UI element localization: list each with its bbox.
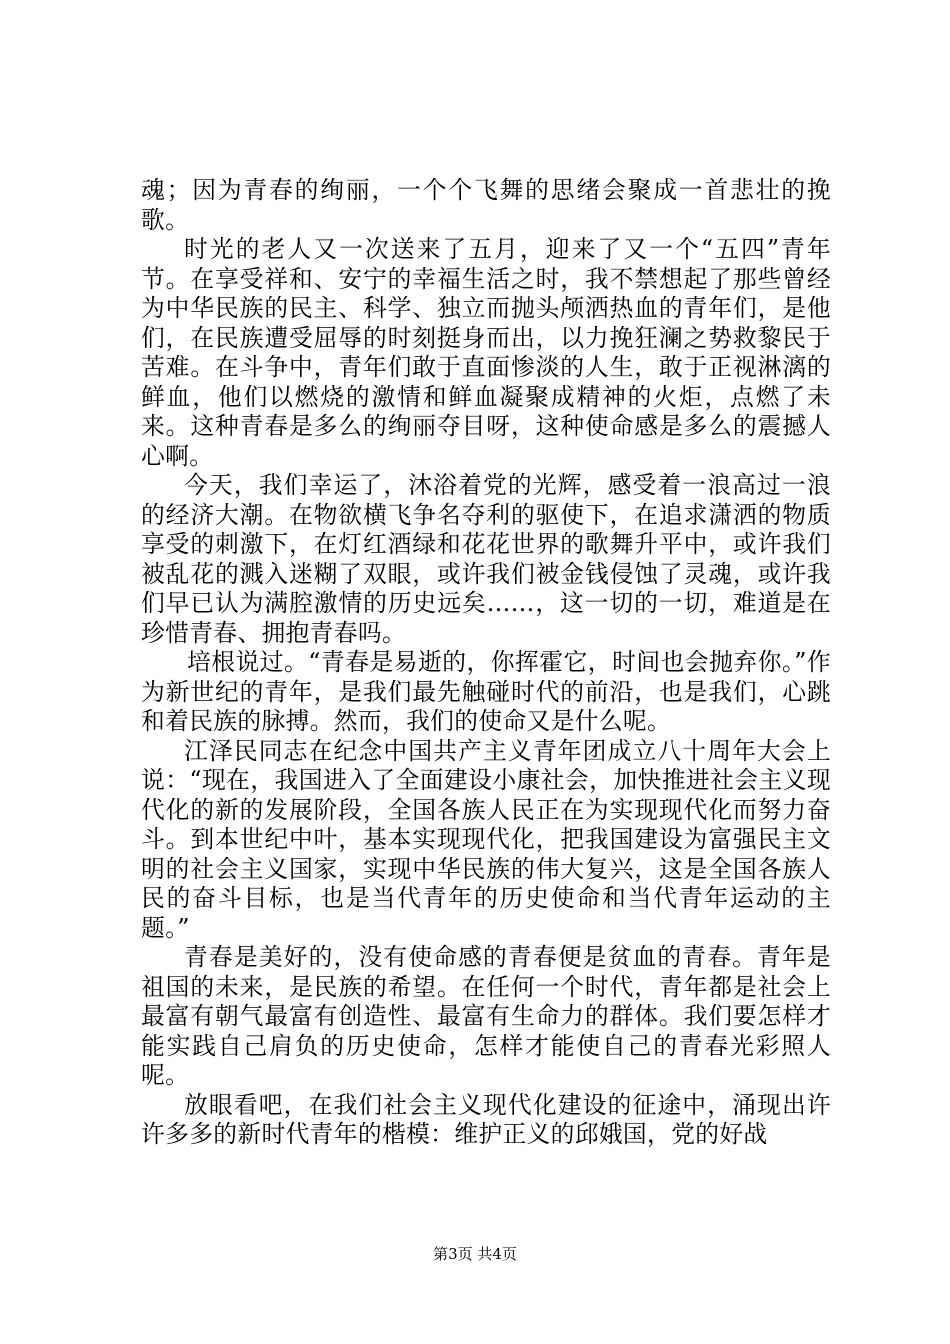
paragraph-4: 培根说过。“青春是易逝的，你挥霍它，时间也会抛弃你。”作为新世纪的青年，是我们最先触碰时代的前沿，也是我们，心跳和着民族的脉搏。然而，我们的使命又是什么呢。 [141,648,831,735]
paragraph-2: 时光的老人又一次送来了五月，迎来了又一个“五四”青年节。在享受祥和、安宁的幸福生活之时，我不禁想起了那些曾经为中华民族的民主、科学、独立而抛头颅洒热血的青年们，是他们，在民族遭受屈辱的时刻挺身而出，以力挽狂澜之势救黎民于苦难。在斗争中，青年们敢于直面惨淡的人生，敢于正视淋漓的鲜血，他们以燃烧的激情和鲜血凝聚成精神的火炬，点燃了未来。这种青春是多么的绚丽夺目呀，这种使命感是多么的震撼人心啊。 [141,235,831,470]
paragraph-6: 青春是美好的，没有使命感的青春便是贫血的青春。青年是祖国的未来，是民族的希望。在任何一个时代，青年都是社会上最富有朝气最富有创造性、最富有生命力的群体。我们要怎样才能实践自己肩负的历史使命，怎样才能使自己的青春光彩照人呢。 [141,943,831,1089]
page-footer [0,1243,950,1264]
page-number-label: 第3页 共4页 [433,1245,517,1263]
paragraph-1: 魂；因为青春的绚丽，一个个飞舞的思绪会聚成一首悲壮的挽歌。 [141,176,831,234]
paragraph-7: 放眼看吧，在我们社会主义现代化建设的征途中，涌现出许许多多的新时代青年的楷模：维护正义的邱娥国，党的好战 [141,1090,831,1148]
document-body [141,176,831,1150]
paragraph-5: 江泽民同志在纪念中国共产主义青年团成立八十周年大会上说：“现在，我国进入了全面建设小康社会，加快推进社会主义现代化的新的发展阶段，全国各族人民正在为实现现代化而努力奋斗。到本世纪中叶，基本实现现代化，把我国建设为富强民主文明的社会主义国家，实现中华民族的伟大复兴，这是全国各族人民的奋斗目标，也是当代青年的历史使命和当代青年运动的主题。” [141,736,831,942]
paragraph-3: 今天，我们幸运了，沐浴着党的光辉，感受着一浪高过一浪的经济大潮。在物欲横飞争名夺利的驱使下，在追求潇洒的物质享受的刺激下，在灯红酒绿和花花世界的歌舞升平中，或许我们被乱花的溅入迷糊了双眼，或许我们被金钱侵蚀了灵魂，或许我们早已认为满腔激情的历史远矣……，这一切的一切，难道是在珍惜青春、拥抱青春吗。 [141,471,831,647]
